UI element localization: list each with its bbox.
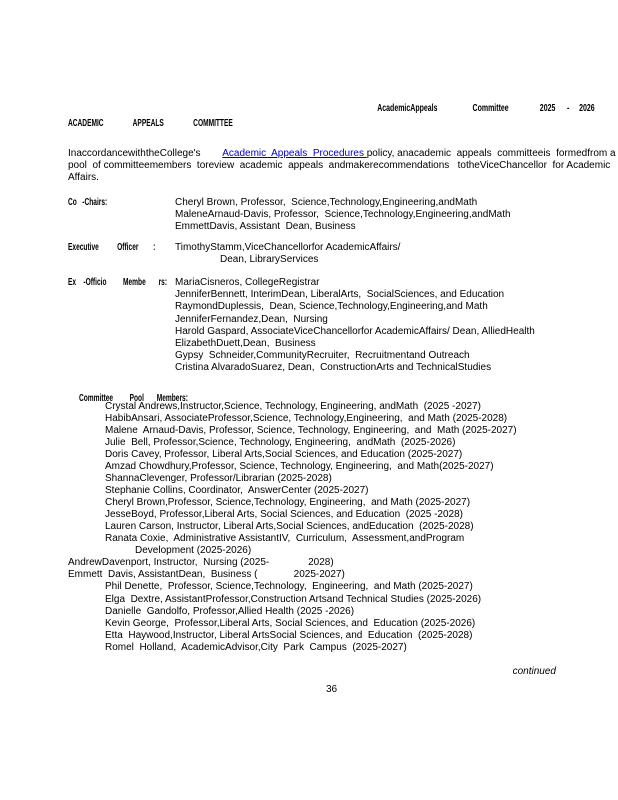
ex-officio-member-line: Gypsy Schneider,CommunityRecruiter, Recruitmentand Outreach — [175, 349, 470, 361]
ex-officio-section — [68, 277, 595, 373]
pool-member-line: Malene Arnaud-Davis, Professor, Science, Technology, Engineering, and Math (2025-2027) — [105, 424, 517, 436]
co-chair-line: MaleneArnaud-Davis, Professor, Science,Technology,Engineering,andMath — [175, 209, 511, 221]
co-chair-line: Cheryl Brown, Professor, Science,Technology,Engineering,andMath — [175, 197, 478, 209]
co-chairs-label: Co -Chairs: — [68, 197, 108, 209]
academic-appeals-procedures-link[interactable]: Academic Appeals Procedures — [222, 148, 367, 159]
ex-officio-member-line: ElizabethDuett,Dean, Business — [175, 337, 316, 349]
ex-officio-member-line: JenniferBennett, InterimDean, LiberalArts, SocialSciences, and Education — [175, 289, 505, 301]
pool-member-line: Emmett Davis, AssistantDean, Business ( 2025-2027) — [68, 569, 345, 581]
ex-officio-member-line: JenniferFernandez,Dean, Nursing — [175, 313, 328, 325]
pool-member-line: Lauren Carson, Instructor, Liberal Arts,Social Sciences, andEducation (2025-2028) — [105, 521, 474, 533]
co-chairs-list — [175, 197, 595, 233]
executive-officer-list — [175, 242, 595, 266]
pool-member-line: Elga Dextre, AssistantProfessor,Construction Artsand Technical Studies (2025-2026) — [105, 593, 482, 605]
intro-line-1 — [68, 148, 616, 160]
co-chairs-section — [68, 197, 595, 233]
pool-member-line: Ranata Coxie, Administrative AssistantIV, Curriculum, Assessment,andProgram — [105, 533, 465, 545]
intro-line-3: Affairs. — [68, 172, 99, 184]
ex-officio-member-line: Harold Gaspard, AssociateViceChancellorfor AcademicAffairs/ Dean, AlliedHealth — [175, 325, 535, 337]
page-title-text: ACADEMIC APPEALS COMMITTEE — [68, 118, 233, 129]
pool-member-line: Kevin George, Professor,Liberal Arts, Social Sciences, and Education (2025-2026) — [105, 617, 476, 629]
pool-members-list — [68, 401, 595, 654]
pool-member-line: Julie Bell, Professor,Science, Technology, Engineering, andMath (2025-2026) — [105, 436, 456, 448]
pool-member-line: Phil Denette, Professor, Science,Technology, Engineering, and Math (2025-2027) — [105, 581, 473, 593]
pool-member-line: Etta Haywood,Instructor, Liberal ArtsSocial Sciences, and Education (2025-2028) — [105, 629, 473, 641]
intro-line-1-after: policy, anacademic appeals committeeis formedfrom a — [366, 148, 616, 159]
executive-officer-section — [68, 242, 595, 266]
executive-officer-line: Dean, LibraryServices — [220, 254, 319, 266]
pool-member-line: Danielle Gandolfo, Professor,Allied Health (2025 -2026) — [105, 605, 355, 617]
executive-officer-line: TimothyStamm,ViceChancellorfor AcademicAffairs/ — [175, 242, 401, 254]
ex-officio-member-line: MariaCisneros, CollegeRegistrar — [175, 277, 320, 289]
ex-officio-member-line: RaymondDuplessis, Dean, Science,Technology,Engineering,and Math — [175, 301, 488, 313]
intro-line-1-before: InaccordancewiththeCollege's — [68, 148, 223, 159]
intro-line-2: pool of committeemembers toreview academic appeals andmakerecommendations totheViceChancellor for Academic — [68, 160, 611, 172]
running-header-text: AcademicAppeals Committee 2025 - 2026 — [377, 103, 595, 114]
intro-paragraph — [68, 148, 616, 184]
pool-member-line: Cheryl Brown,Professor, Science,Technology, Engineering, and Math (2025-2027) — [105, 497, 471, 509]
pool-member-line: JesseBoyd, Professor,Liberal Arts, Social Sciences, and Education (2025 -2028) — [105, 509, 463, 521]
pool-member-line: Romel Holland, AcademicAdvisor,City Park Campus (2025-2027) — [105, 641, 407, 653]
running-header — [68, 103, 595, 115]
executive-officer-label: Executive Officer : — [68, 242, 156, 254]
co-chair-line: EmmettDavis, Assistant Dean, Business — [175, 221, 356, 233]
pool-member-line: ShannaClevenger, Professor/Librarian (2025-2028) — [105, 473, 332, 485]
pool-member-line: HabibAnsari, AssociateProfessor,Science, Technology,Engineering, and Math (2025-2028) — [105, 412, 508, 424]
continued-note: continued — [512, 665, 556, 677]
pool-member-line: Doris Cavey, Professor, Liberal Arts,Social Sciences, and Education (2025-2027) — [105, 448, 463, 460]
pool-member-line: Stephanie Collins, Coordinator, AnswerCenter (2025-2027) — [105, 485, 369, 497]
ex-officio-list — [175, 277, 595, 373]
pool-member-line: Amzad Chowdhury,Professor, Science, Technology, Engineering, and Math(2025-2027) — [105, 460, 494, 472]
pool-members-label: Committee Pool Members: — [79, 392, 189, 404]
page-title — [68, 118, 595, 131]
pool-member-line: AndrewDavenport, Instructor, Nursing (2025- 2028) — [68, 557, 334, 569]
ex-officio-label: Ex -Officio Membe rs: — [68, 277, 168, 289]
pool-member-line: Crystal Andrews,Instructor,Science, Technology, Engineering, andMath (2025 -2027) — [105, 400, 481, 412]
pool-member-line-continuation: Development (2025-2026) — [135, 545, 252, 557]
ex-officio-member-line: Cristina AlvaradoSuarez, Dean, ConstructionArts and TechnicalStudies — [175, 361, 492, 373]
page-number: 36 — [325, 683, 338, 695]
